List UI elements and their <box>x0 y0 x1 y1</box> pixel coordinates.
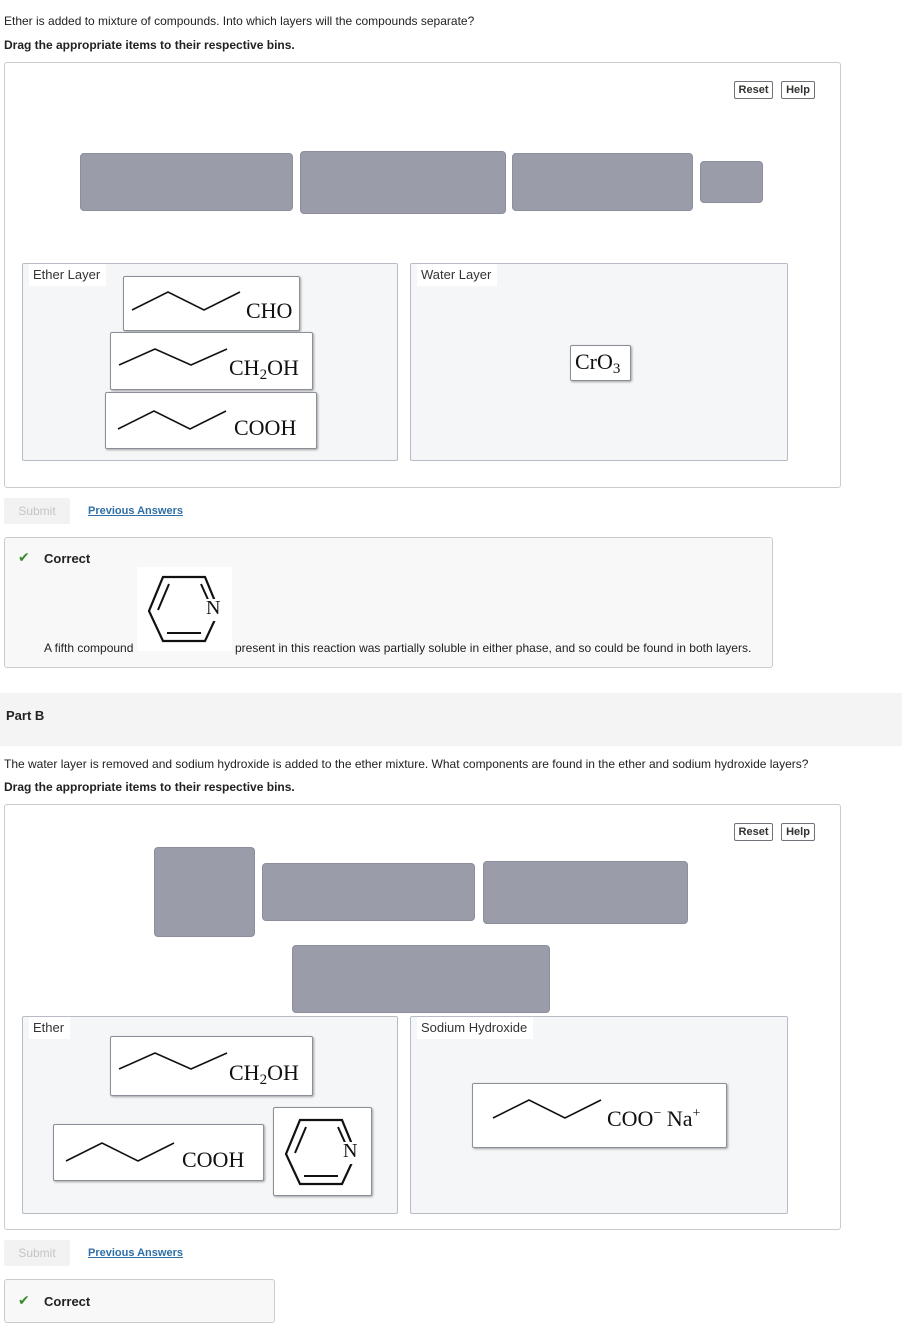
part-b-previous-answers-link[interactable]: Previous Answers <box>88 1247 183 1259</box>
part-a-instruction: Drag the appropriate items to their respective bins. <box>4 38 295 52</box>
part-a-previous-answers-link[interactable]: Previous Answers <box>88 505 183 517</box>
water-layer-label: Water Layer <box>417 264 497 286</box>
empty-slot[interactable] <box>262 863 475 921</box>
feedback-text-before: A fifth compound <box>44 641 134 655</box>
carboxylate-salt-card[interactable] <box>472 1083 727 1148</box>
part-b-question: The water layer is removed and sodium hydroxide is added to the ether mixture. What components are found in the ether and sodium hydroxide layers? <box>4 757 809 771</box>
part-b-reset-button[interactable]: Reset <box>734 823 773 841</box>
check-icon: ✔ <box>18 549 30 565</box>
feedback-status: Correct <box>44 1294 91 1309</box>
part-a-feedback-box <box>4 537 773 668</box>
part-a-help-button[interactable]: Help <box>781 81 815 99</box>
sodium-hydroxide-bin[interactable] <box>410 1016 788 1214</box>
check-icon: ✔ <box>18 1292 30 1308</box>
part-a-reset-button[interactable]: Reset <box>734 81 773 99</box>
feedback-text-after: present in this reaction was partially soluble in either phase, and so could be found in both layers. <box>235 641 752 655</box>
part-a-question: Ether is added to mixture of compounds. Into which layers will the compounds separate? <box>4 14 475 28</box>
chromium-trioxide-formula: CrO$_3$ <box>575 349 621 377</box>
part-b-heading: Part B <box>6 708 45 723</box>
alcohol-card[interactable] <box>110 1036 313 1096</box>
part-b-instruction: Drag the appropriate items to their respective bins. <box>4 780 295 794</box>
sodium-hydroxide-label: Sodium Hydroxide <box>417 1017 533 1039</box>
empty-slot[interactable] <box>80 153 293 211</box>
pyridine-ring-icon <box>274 1108 373 1197</box>
pyridine-nitrogen: N <box>206 597 221 619</box>
part-b-header <box>0 693 902 746</box>
part-b-feedback-box <box>4 1279 275 1323</box>
carboxylic-acid-card[interactable] <box>105 392 317 449</box>
alcohol-group: $CH_2OH$ <box>229 355 299 383</box>
part-a-drag-panel <box>4 62 841 488</box>
part-b-submit-button[interactable]: Submit <box>4 1240 70 1266</box>
feedback-status: Correct <box>44 551 91 566</box>
pyridine-structure <box>137 567 232 651</box>
alcohol-group: $CH_2OH$ <box>229 1060 299 1088</box>
empty-slot[interactable] <box>483 861 688 924</box>
alcohol-card[interactable] <box>110 332 313 390</box>
empty-slot[interactable] <box>300 151 506 214</box>
water-layer-bin[interactable] <box>410 263 788 461</box>
ether-layer-bin[interactable] <box>22 263 398 461</box>
part-b-drag-panel <box>4 804 841 1230</box>
part-b-help-button[interactable]: Help <box>781 823 815 841</box>
ether-bin[interactable] <box>22 1016 398 1214</box>
empty-slot[interactable] <box>700 161 763 203</box>
carboxylate-salt-group: COO− Na+ <box>607 1106 701 1131</box>
aldehyde-card[interactable] <box>123 276 300 331</box>
empty-slot[interactable] <box>292 945 550 1013</box>
empty-slot[interactable] <box>154 847 255 937</box>
empty-slot[interactable] <box>512 153 693 211</box>
chromium-trioxide-card[interactable] <box>570 345 631 381</box>
carboxylic-acid-card[interactable] <box>53 1124 264 1181</box>
ether-label: Ether <box>29 1017 70 1039</box>
carboxylic-acid-group: COOH <box>182 1147 245 1172</box>
pyridine-nitrogen: N <box>343 1140 358 1162</box>
pyridine-card[interactable] <box>273 1107 372 1196</box>
carboxylic-acid-group: COOH <box>234 415 297 440</box>
part-a-submit-button[interactable]: Submit <box>4 498 70 524</box>
ether-layer-label: Ether Layer <box>29 264 106 286</box>
aldehyde-group: CHO <box>246 298 293 323</box>
